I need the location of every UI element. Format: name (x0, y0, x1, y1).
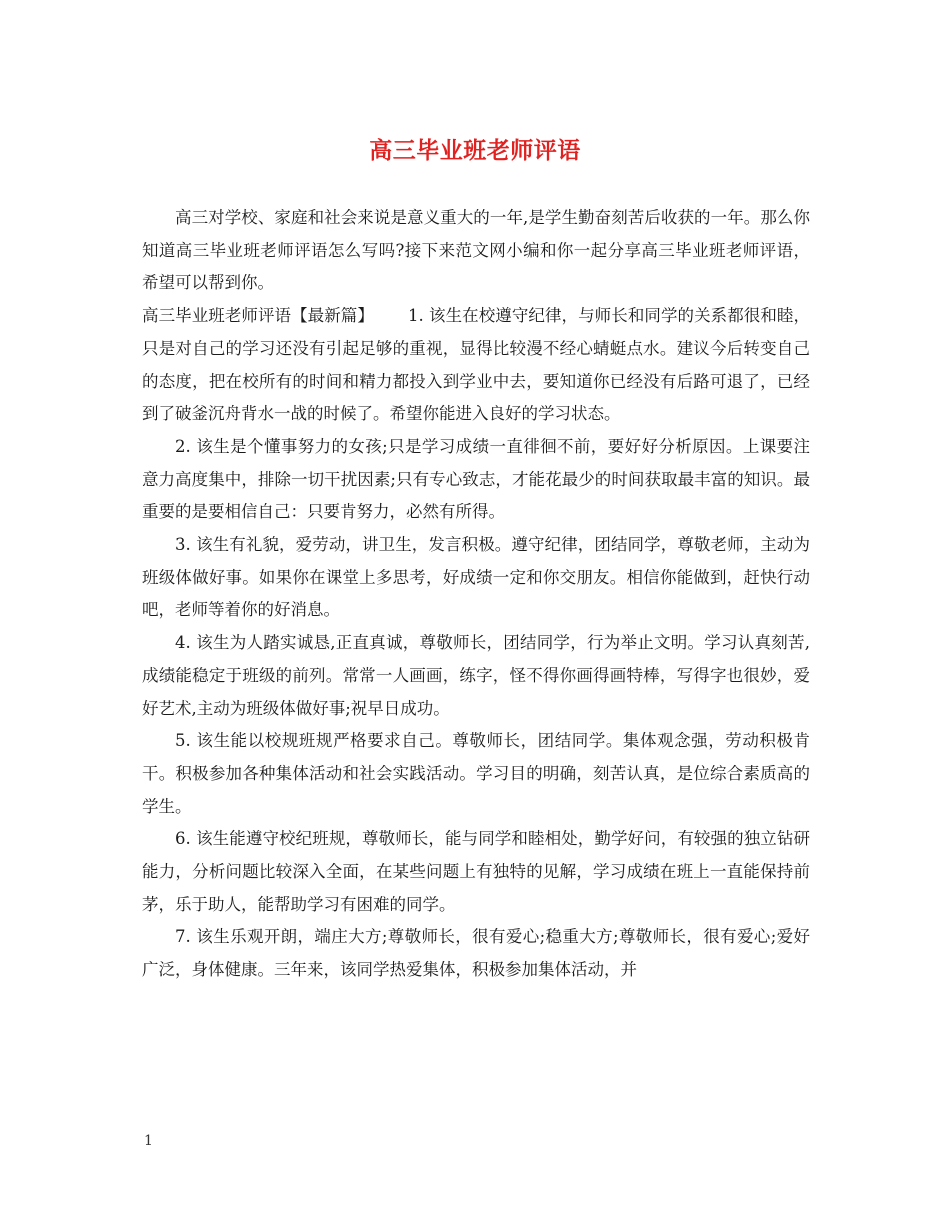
intro-paragraph: 高三对学校、家庭和社会来说是意义重大的一年,是学生勤奋刻苦后收获的一年。那么你知道高三毕业班老师评语怎么写吗?接下来范文网小编和你一起分享高三毕业班老师评语，希望可以帮到你。 (142, 208, 810, 293)
document-title: 高三毕业班老师评语 (369, 137, 581, 164)
comment-text: 1. 该生在校遵守纪律，与师长和同学的关系都很和睦，只是对自己的学习还没有引起足够的重视，显得比较漫不经心蜻蜓点水。建议今后转变自己的态度，把在校所有的时间和精力都投入到学业中去，要知道你已经没有后路可退了，已经到了破釜沉舟背水一战的时候了。希望你能进入良好的学习状态。 (142, 306, 810, 424)
comment-paragraph-7: 7. 该生乐观开朗，端庄大方;尊敬师长，很有爱心;稳重大方;尊敬师长，很有爱心;爱好广泛，身体健康。三年来，该同学热爱集体，积极参加集体活动，并 (142, 927, 810, 980)
section-heading: 高三毕业班老师评语【最新篇】 (142, 306, 374, 326)
comment-paragraph-5: 5. 该生能以校规班规严格要求自己。尊敬师长，团结同学。集体观念强，劳动积极肯干。积极参加各种集体活动和社会实践活动。学习目的明确，刻苦认真，是位综合素质高的学生。 (142, 731, 810, 816)
comment-paragraph-6: 6. 该生能遵守校纪班规，尊敬师长，能与同学和睦相处，勤学好问，有较强的独立钻研能力，分析问题比较深入全面，在某些问题上有独特的见解，学习成绩在班上一直能保持前茅，乐于助人，能帮助学习有困难的同学。 (142, 829, 810, 914)
comment-paragraph-1 (142, 300, 810, 431)
comment-paragraph-2: 2. 该生是个懂事努力的女孩;只是学习成绩一直徘徊不前，要好好分析原因。上课要注意力高度集中，排除一切干扰因素;只有专心致志，才能花最少的时间获取最丰富的知识。最重要的是要相信自己：只要肯努力，必然有所得。 (142, 436, 810, 522)
document-body (142, 202, 810, 987)
page-number: 1 (144, 1133, 153, 1149)
comment-paragraph-3: 3. 该生有礼貌，爱劳动，讲卫生，发言积极。遵守纪律，团结同学，尊敬老师，主动为班级体做好事。如果你在课堂上多思考，好成绩一定和你交朋友。相信你能做到，赶快行动吧，老师等着你的好消息。 (142, 535, 810, 620)
comment-paragraph-4: 4. 该生为人踏实诚恳,正直真诚，尊敬师长，团结同学，行为举止文明。学习认真刻苦,成绩能稳定于班级的前列。常常一人画画，练字，怪不得你画得画特棒，写得字也很妙，爱好艺术,主动为班级体做好事;祝早日成功。 (142, 633, 810, 718)
